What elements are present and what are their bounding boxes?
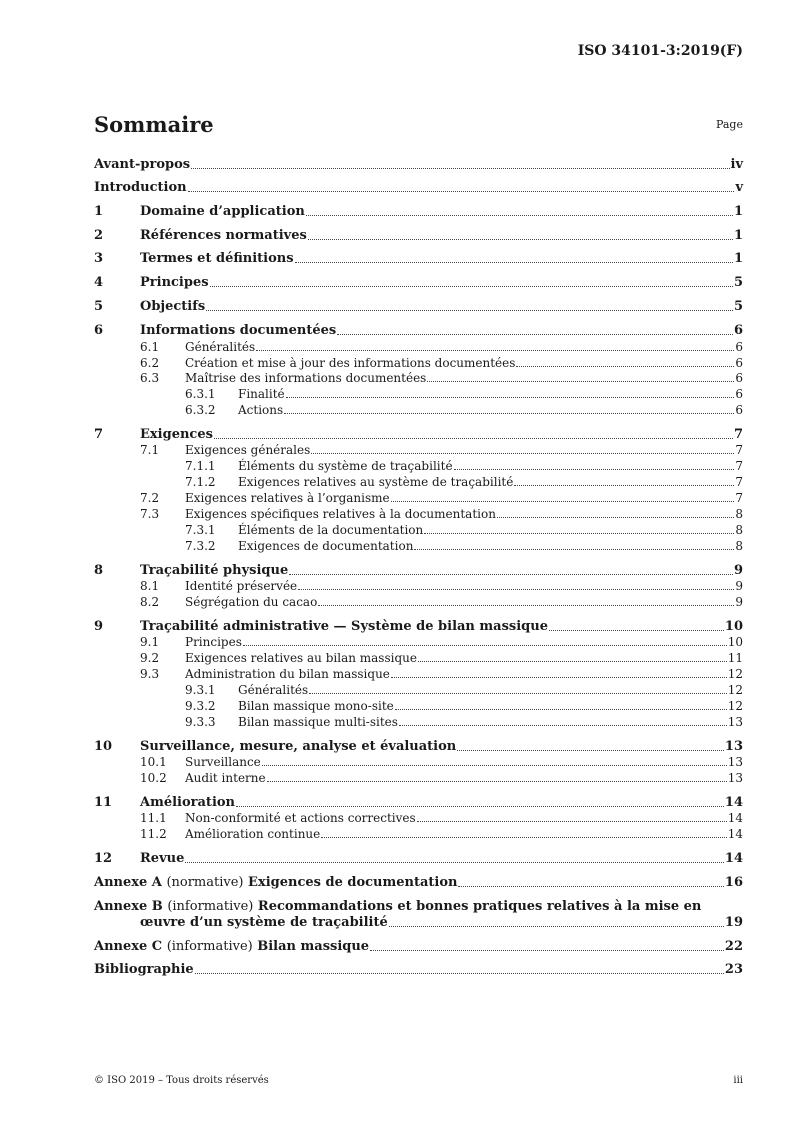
toc-entry-bibliographie[interactable] bbox=[94, 963, 743, 976]
toc-entry-annex-b-line2[interactable] bbox=[94, 916, 743, 929]
toc-entry-number: 12 bbox=[94, 851, 113, 866]
page-column-label: Page bbox=[715, 118, 743, 131]
toc-entry-label: Exigences relatives au bilan massique bbox=[185, 651, 417, 665]
leader-dots bbox=[308, 239, 733, 240]
toc-entry-label: Création et mise à jour des informations documentées bbox=[185, 356, 516, 370]
toc-entry-label: Maîtrise des informations documentées bbox=[185, 371, 427, 385]
leader-dots bbox=[424, 533, 734, 534]
toc-entry-number: 9.1 bbox=[140, 635, 160, 649]
toc-entry-number: 7.2 bbox=[140, 491, 160, 505]
toc-entry-number: 7.3.2 bbox=[185, 539, 216, 553]
leader-dots bbox=[549, 630, 724, 631]
toc-entry-page: 12 bbox=[727, 683, 743, 697]
toc-entry-label: Références normatives bbox=[140, 228, 307, 243]
toc-entry-page: 7 bbox=[735, 491, 743, 505]
toc-entry-page: 13 bbox=[727, 715, 743, 729]
leader-dots bbox=[210, 286, 733, 287]
toc-entry-page: 11 bbox=[727, 651, 743, 665]
leader-dots bbox=[391, 677, 727, 678]
annex-prefix: Annexe B bbox=[94, 899, 163, 914]
toc-entry-label: Exigences relatives à l’organisme bbox=[185, 491, 390, 505]
toc-entry-page: 1 bbox=[733, 204, 743, 219]
toc-entry-2[interactable] bbox=[94, 229, 743, 242]
toc-entry-label: Objectifs bbox=[140, 299, 206, 314]
toc-entry-page: 6 bbox=[735, 387, 743, 401]
toc-entry-number: 6.1 bbox=[140, 340, 160, 354]
toc-entry-page: 7 bbox=[735, 459, 743, 473]
page-title: Sommaire bbox=[94, 112, 214, 137]
toc-entry-label: Revue bbox=[140, 851, 185, 866]
toc-entry-7[interactable] bbox=[94, 428, 743, 441]
leader-dots bbox=[418, 661, 727, 662]
leader-dots bbox=[306, 215, 733, 216]
toc-entry-8[interactable] bbox=[94, 564, 743, 577]
toc-entry-9-3-1[interactable] bbox=[94, 684, 743, 696]
leader-dots bbox=[214, 438, 733, 439]
toc-entry-label: Administration du bilan massique bbox=[185, 667, 390, 681]
toc-entry-page: 14 bbox=[727, 811, 743, 825]
toc-entry-7-3[interactable] bbox=[94, 508, 743, 520]
toc-entry-page: 14 bbox=[724, 795, 743, 810]
toc-entry-page: 6 bbox=[735, 356, 743, 370]
toc-entry-page: 10 bbox=[727, 635, 743, 649]
toc-entry-annex-c[interactable] bbox=[94, 940, 743, 953]
toc-entry-page: 22 bbox=[724, 939, 743, 954]
toc-entry-12[interactable] bbox=[94, 852, 743, 865]
toc-entry-number: 9.3.3 bbox=[185, 715, 216, 729]
leader-dots bbox=[417, 821, 727, 822]
toc-entry-page: 12 bbox=[727, 667, 743, 681]
toc-entry-number: 11.2 bbox=[140, 827, 167, 841]
toc-entry-number: 10.1 bbox=[140, 755, 167, 769]
annex-prefix: Annexe A bbox=[94, 875, 162, 890]
leader-dots bbox=[321, 837, 726, 838]
toc-entry-page: 10 bbox=[724, 619, 743, 634]
toc-entry-label: Identité préservée bbox=[185, 579, 298, 593]
leader-dots bbox=[516, 366, 734, 367]
toc-entry-label: Exigences relatives au système de traçabilité bbox=[238, 475, 514, 489]
toc-entry-page: 6 bbox=[733, 323, 743, 338]
leader-dots bbox=[267, 781, 727, 782]
toc-entry-page: 5 bbox=[733, 299, 743, 314]
toc-entry-number: 8.1 bbox=[140, 579, 160, 593]
toc-entry-label: Surveillance, mesure, analyse et évaluation bbox=[140, 739, 457, 754]
toc-entry-page: 7 bbox=[733, 427, 743, 442]
annex-type: (normative) bbox=[166, 875, 244, 890]
annex-title-continued: œuvre d’un système de traçabilité bbox=[140, 915, 388, 930]
toc-entry-7-1-1[interactable] bbox=[94, 460, 743, 472]
toc-entry-number: 10 bbox=[94, 739, 113, 754]
toc-entry-page: 13 bbox=[724, 739, 743, 754]
toc-entry-label: Exigences de documentation bbox=[238, 539, 414, 553]
toc-entry-page: 1 bbox=[733, 228, 743, 243]
toc-entry-7-1[interactable] bbox=[94, 444, 743, 456]
copyright-notice: © ISO 2019 – Tous droits réservés bbox=[94, 1075, 269, 1086]
toc-entry-number: 2 bbox=[94, 228, 104, 243]
leader-dots bbox=[454, 469, 735, 470]
toc-entry-label: Audit interne bbox=[185, 771, 266, 785]
toc-entry-page: 13 bbox=[727, 771, 743, 785]
toc-entry-label: Éléments du système de traçabilité bbox=[238, 459, 453, 473]
toc-entry-label: Amélioration continue bbox=[185, 827, 321, 841]
leader-dots bbox=[395, 709, 727, 710]
toc-entry-7-2[interactable] bbox=[94, 492, 743, 504]
toc-entry-6-3[interactable] bbox=[94, 372, 743, 384]
toc-entry-page: v bbox=[735, 180, 743, 195]
leader-dots bbox=[458, 886, 723, 887]
toc-entry-number: 8 bbox=[94, 563, 104, 578]
leader-dots bbox=[457, 750, 724, 751]
toc-entry-6-2[interactable] bbox=[94, 357, 743, 369]
toc-entry-7-1-2[interactable] bbox=[94, 476, 743, 488]
toc-entry-label: Bilan massique mono-site bbox=[238, 699, 394, 713]
leader-dots bbox=[243, 645, 727, 646]
leader-dots bbox=[295, 262, 733, 263]
toc-entry-annex-a[interactable] bbox=[94, 876, 743, 889]
toc-entry-11-1[interactable] bbox=[94, 812, 743, 824]
toc-entry-number: 7.3.1 bbox=[185, 523, 216, 537]
leader-dots bbox=[236, 806, 724, 807]
toc-entry-number: 6.3.2 bbox=[185, 403, 216, 417]
toc-entry-label bbox=[94, 940, 369, 953]
toc-entry-page: 6 bbox=[735, 340, 743, 354]
annex-prefix: Annexe C bbox=[94, 939, 163, 954]
toc-entry-label: Bilan massique multi-sites bbox=[238, 715, 398, 729]
annex-type: (informative) bbox=[167, 899, 254, 914]
leader-dots bbox=[206, 310, 733, 311]
toc-entry-label: Finalité bbox=[238, 387, 285, 401]
toc-entry-label: Généralités bbox=[238, 683, 309, 697]
toc-entry-label: Surveillance bbox=[185, 755, 261, 769]
leader-dots bbox=[389, 926, 724, 927]
toc-entry-page: 14 bbox=[727, 827, 743, 841]
toc-entry-4[interactable] bbox=[94, 276, 743, 289]
toc-entry-number: 10.2 bbox=[140, 771, 167, 785]
page-number: iii bbox=[733, 1075, 743, 1086]
leader-dots bbox=[399, 725, 727, 726]
toc-entry-label: Non-conformité et actions correctives bbox=[185, 811, 416, 825]
toc-entry-page: 8 bbox=[735, 539, 743, 553]
toc-entry-number: 8.2 bbox=[140, 595, 160, 609]
toc-entry-introduction[interactable] bbox=[94, 181, 743, 194]
leader-dots bbox=[191, 168, 729, 169]
toc-entry-6-3-1[interactable] bbox=[94, 388, 743, 400]
toc-entry-label: Principes bbox=[185, 635, 242, 649]
toc-entry-annex-b-line1[interactable] bbox=[94, 899, 701, 914]
toc-entry-number: 1 bbox=[94, 204, 104, 219]
leader-dots bbox=[262, 765, 727, 766]
toc-entry-1[interactable] bbox=[94, 205, 743, 218]
leader-dots bbox=[195, 973, 724, 974]
toc-entry-label: Amélioration bbox=[140, 795, 235, 810]
leader-dots bbox=[284, 413, 734, 414]
toc-entry-page: 13 bbox=[727, 755, 743, 769]
toc-entry-number: 7.1 bbox=[140, 443, 160, 457]
toc-entry-3[interactable] bbox=[94, 252, 743, 265]
toc-entry-page: 6 bbox=[735, 403, 743, 417]
toc-entry-number: 11 bbox=[94, 795, 113, 810]
toc-entry-label: Domaine d’application bbox=[140, 204, 305, 219]
leader-dots bbox=[309, 693, 727, 694]
toc-entry-page: 1 bbox=[733, 251, 743, 266]
leader-dots bbox=[370, 950, 724, 951]
leader-dots bbox=[318, 605, 734, 606]
toc-entry-10[interactable] bbox=[94, 740, 743, 753]
toc-entry-number: 9.2 bbox=[140, 651, 160, 665]
toc-entry-label: Exigences spécifiques relatives à la documentation bbox=[185, 507, 496, 521]
toc-entry-label: Généralités bbox=[185, 340, 256, 354]
toc-entry-7-3-2[interactable] bbox=[94, 540, 743, 552]
leader-dots bbox=[414, 549, 734, 550]
toc-entry-number: 7.3 bbox=[140, 507, 160, 521]
toc-entry-number: 7.1.2 bbox=[185, 475, 216, 489]
toc-entry-label: Traçabilité physique bbox=[140, 563, 289, 578]
toc-entry-10-2[interactable] bbox=[94, 772, 743, 784]
leader-dots bbox=[188, 191, 735, 192]
toc-entry-page: 9 bbox=[735, 579, 743, 593]
toc-entry-9-3-2[interactable] bbox=[94, 700, 743, 712]
toc-entry-page: 5 bbox=[733, 275, 743, 290]
toc-entry-10-1[interactable] bbox=[94, 756, 743, 768]
toc-entry-9-3-3[interactable] bbox=[94, 716, 743, 728]
toc-entry-number: 6.3 bbox=[140, 371, 160, 385]
document-id: ISO 34101-3:2019(F) bbox=[577, 43, 743, 59]
toc-entry-label: Traçabilité administrative — Système de bilan massique bbox=[140, 619, 548, 634]
toc-entry-label: Bibliographie bbox=[94, 962, 194, 977]
toc-entry-page: 16 bbox=[724, 875, 743, 890]
toc-entry-6-1[interactable] bbox=[94, 341, 743, 353]
leader-dots bbox=[185, 862, 724, 863]
annex-type: (informative) bbox=[166, 939, 253, 954]
toc-entry-9-1[interactable] bbox=[94, 636, 743, 648]
toc-entry-8-1[interactable] bbox=[94, 580, 743, 592]
toc-entry-11[interactable] bbox=[94, 796, 743, 809]
leader-dots bbox=[289, 574, 733, 575]
annex-title: Exigences de documentation bbox=[248, 875, 458, 890]
toc-entry-label: Introduction bbox=[94, 180, 187, 195]
toc-entry-label: Principes bbox=[140, 275, 209, 290]
toc-entry-number: 9.3 bbox=[140, 667, 160, 681]
toc-entry-label: Ségrégation du cacao bbox=[185, 595, 318, 609]
leader-dots bbox=[497, 517, 734, 518]
leader-dots bbox=[298, 589, 734, 590]
toc-entry-page: 9 bbox=[735, 595, 743, 609]
annex-title: Recommandations et bonnes pratiques relatives à la mise en bbox=[257, 899, 702, 914]
toc-entry-label bbox=[94, 876, 457, 889]
toc-entry-number: 5 bbox=[94, 299, 104, 314]
leader-dots bbox=[514, 485, 734, 486]
toc-entry-number: 9.3.1 bbox=[185, 683, 216, 697]
toc-entry-8-2[interactable] bbox=[94, 596, 743, 608]
toc-entry-page: 6 bbox=[735, 371, 743, 385]
toc-entry-number: 4 bbox=[94, 275, 104, 290]
toc-entry-label: Avant-propos bbox=[94, 157, 191, 172]
toc-entry-7-3-1[interactable] bbox=[94, 524, 743, 536]
toc-entry-page: 8 bbox=[735, 507, 743, 521]
toc-entry-9-3[interactable] bbox=[94, 668, 743, 680]
toc-entry-number: 6 bbox=[94, 323, 104, 338]
toc-entry-avant-propos[interactable] bbox=[94, 158, 743, 171]
leader-dots bbox=[391, 501, 735, 502]
toc-entry-number: 6.3.1 bbox=[185, 387, 216, 401]
leader-dots bbox=[286, 397, 735, 398]
toc-entry-9-2[interactable] bbox=[94, 652, 743, 664]
toc-entry-page: 7 bbox=[735, 475, 743, 489]
toc-entry-number: 11.1 bbox=[140, 811, 167, 825]
toc-entry-number: 7 bbox=[94, 427, 104, 442]
toc-entry-page: 19 bbox=[724, 915, 743, 930]
toc-entry-6-3-2[interactable] bbox=[94, 404, 743, 416]
leader-dots bbox=[311, 453, 734, 454]
leader-dots bbox=[427, 381, 734, 382]
toc-entry-page: iv bbox=[730, 157, 743, 172]
toc-entry-9[interactable] bbox=[94, 620, 743, 633]
toc-entry-label: Informations documentées bbox=[140, 323, 337, 338]
toc-entry-number: 3 bbox=[94, 251, 104, 266]
toc-entry-page: 9 bbox=[733, 563, 743, 578]
toc-entry-label: Exigences bbox=[140, 427, 213, 442]
toc-entry-label: Exigences générales bbox=[185, 443, 311, 457]
toc-entry-page: 7 bbox=[735, 443, 743, 457]
toc-entry-5[interactable] bbox=[94, 300, 743, 313]
toc-entry-label: Termes et définitions bbox=[140, 251, 294, 266]
toc-entry-page: 8 bbox=[735, 523, 743, 537]
leader-dots bbox=[337, 334, 733, 335]
toc-entry-11-2[interactable] bbox=[94, 828, 743, 840]
toc-entry-number: 9.3.2 bbox=[185, 699, 216, 713]
toc-entry-number: 7.1.1 bbox=[185, 459, 216, 473]
annex-title: Bilan massique bbox=[257, 939, 370, 954]
toc-entry-6[interactable] bbox=[94, 324, 743, 337]
toc-entry-page: 12 bbox=[727, 699, 743, 713]
toc-entry-label: Éléments de la documentation bbox=[238, 523, 424, 537]
toc-entry-number: 9 bbox=[94, 619, 104, 634]
toc-entry-page: 23 bbox=[724, 962, 743, 977]
toc-entry-page: 14 bbox=[724, 851, 743, 866]
toc-entry-label: Actions bbox=[238, 403, 284, 417]
toc-entry-number: 6.2 bbox=[140, 356, 160, 370]
leader-dots bbox=[256, 350, 734, 351]
